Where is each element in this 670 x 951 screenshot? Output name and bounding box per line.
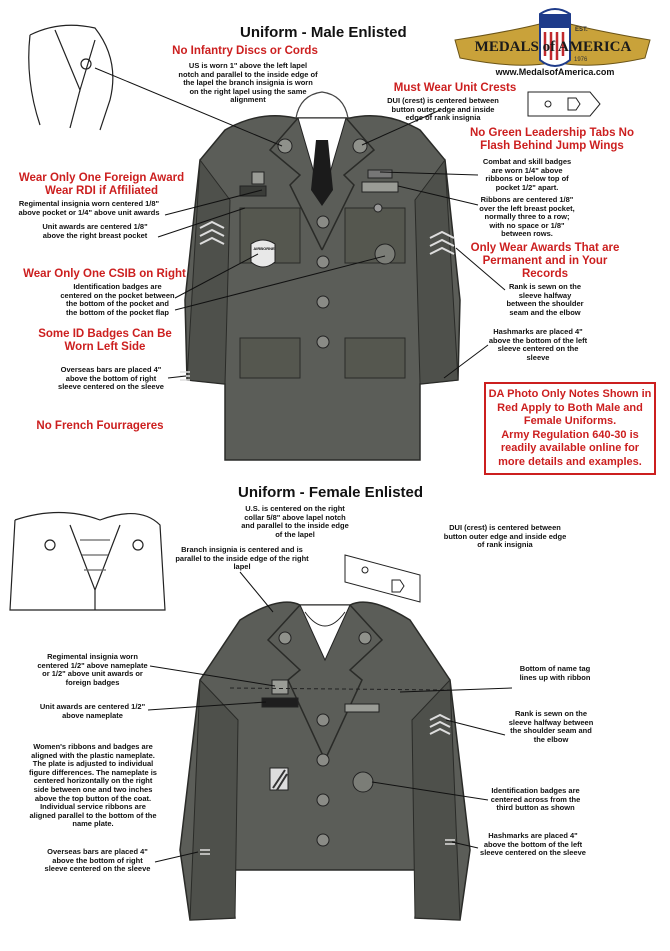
female-regimental-note: Regimental insignia worn centered 1/2" above nameplate or 1/2" above unit awards or foreign badges <box>37 652 148 687</box>
female-dui-note: DUI (crest) is centered between button outer edge and inside edge of rank insignia <box>443 523 567 550</box>
female-collar-sketch <box>10 513 165 611</box>
female-epaulet-sketch <box>345 555 420 602</box>
red-unit-crests: Must Wear Unit Crests <box>393 82 517 94</box>
male-rank-note: Rank is sewn on the sleeve halfway between the shoulder seam and the elbow <box>506 282 584 317</box>
male-epaulet-sketch <box>528 92 600 116</box>
female-us-collar-note: U.S. is centered on the right collar 5/8" above lapel notch and parallel to the inside edge of the lapel <box>241 504 349 539</box>
logo-name: MEDALS of AMERICA <box>474 39 632 55</box>
female-hashmarks-note: Hashmarks are placed 4" above the bottom of the left sleeve centered on the sleeve <box>480 831 586 858</box>
red-permanent-awards: Only Wear Awards That are Permanent and in Your Records <box>470 242 620 280</box>
logo-url[interactable]: www.MedalsofAmerica.com <box>495 67 615 77</box>
male-title: Uniform - Male Enlisted <box>240 24 407 41</box>
female-ribbons-note: Women's ribbons and badges are aligned with the plastic nameplate. The plate is adjusted to individual figure differences. The nameplate is centered horizontally on the right side between one and two inches above the top button of the coat. Individual service ribbons are aligned parallel to the bottom of the name plate. <box>29 742 157 829</box>
logo-est: EST. <box>575 27 588 33</box>
logo-year: 1976 <box>574 57 588 63</box>
red-csib: Wear Only One CSIB on Right <box>23 268 186 280</box>
female-rank-note: Rank is sewn on the sleeve halfway between the shoulder seam and the elbow <box>508 709 594 744</box>
red-id-left: Some ID Badges Can Be Worn Left Side <box>38 328 172 353</box>
logo-emblem <box>455 9 650 66</box>
male-overseas-note: Overseas bars are placed 4" above the bottom of right sleeve centered on the sleeve <box>58 365 164 392</box>
female-overseas-note: Overseas bars are placed 4" above the bottom of right sleeve centered on the sleeve <box>44 847 151 874</box>
male-dui-note: DUI (crest) is centered between button outer edge and inside edge of rank insignia <box>387 96 499 123</box>
male-id-badges-note: Identification badges are centered on the pocket between the bottom of the pocket and the bottom of the pocket flap <box>60 282 175 317</box>
female-name-tag-note: Bottom of name tag lines up with ribbon <box>519 664 591 682</box>
female-unit-awards-note: Unit awards are centered 1/2" above nameplate <box>39 702 146 720</box>
male-unit-awards-note: Unit awards are centered 1/8" above the right breast pocket <box>42 222 148 240</box>
female-branch-note: Branch insignia is centered and is parallel to the inside edge of the right lapel <box>175 545 309 572</box>
red-foreign-award: Wear Only One Foreign Award Wear RDI if Affiliated <box>18 172 185 197</box>
female-title: Uniform - Female Enlisted <box>238 484 424 501</box>
female-id-badges-note: Identification badges are centered across from the third button as shown <box>490 786 581 813</box>
male-collar-sketch <box>29 25 113 130</box>
da-box-line1: DA Photo Only Notes Shown in Red Apply to Both Male and Female Uniforms. <box>488 388 652 427</box>
male-combat-badges-note: Combat and skill badges are worn 1/4" above ribbons or below top of pocket 1/2" apart. <box>482 157 572 192</box>
male-ribbons-note: Ribbons are centered 1/8" over the left breast pocket, normally three to a row; with no space or 1/8" between rows. <box>479 195 575 239</box>
red-fourragere: No French Fourrageres <box>36 420 164 432</box>
male-hashmarks-note: Hashmarks are placed 4" above the bottom of the left sleeve centered on the sleeve <box>488 327 588 362</box>
male-regimental-note: Regimental insignia worn centered 1/8" above pocket or 1/4" above unit awards <box>18 199 160 217</box>
male-jacket <box>180 92 460 460</box>
female-jacket <box>180 602 470 920</box>
da-box-line2: Army Regulation 640-30 is readily available online for more details and examples. <box>498 428 642 468</box>
airborne-patch-text: AIRBORNE <box>253 246 275 251</box>
red-no-infantry: No Infantry Discs or Cords <box>172 45 318 57</box>
red-no-green-tabs: No Green Leadership Tabs No Flash Behind Jump Wings <box>469 127 634 152</box>
da-photo-notes-box <box>484 382 656 475</box>
male-us-insignia-note: US is worn 1" above the left lapel notch and parallel to the inside edge of the lapel the branch insignia is worn on the right lapel using the same alignment <box>178 61 318 105</box>
